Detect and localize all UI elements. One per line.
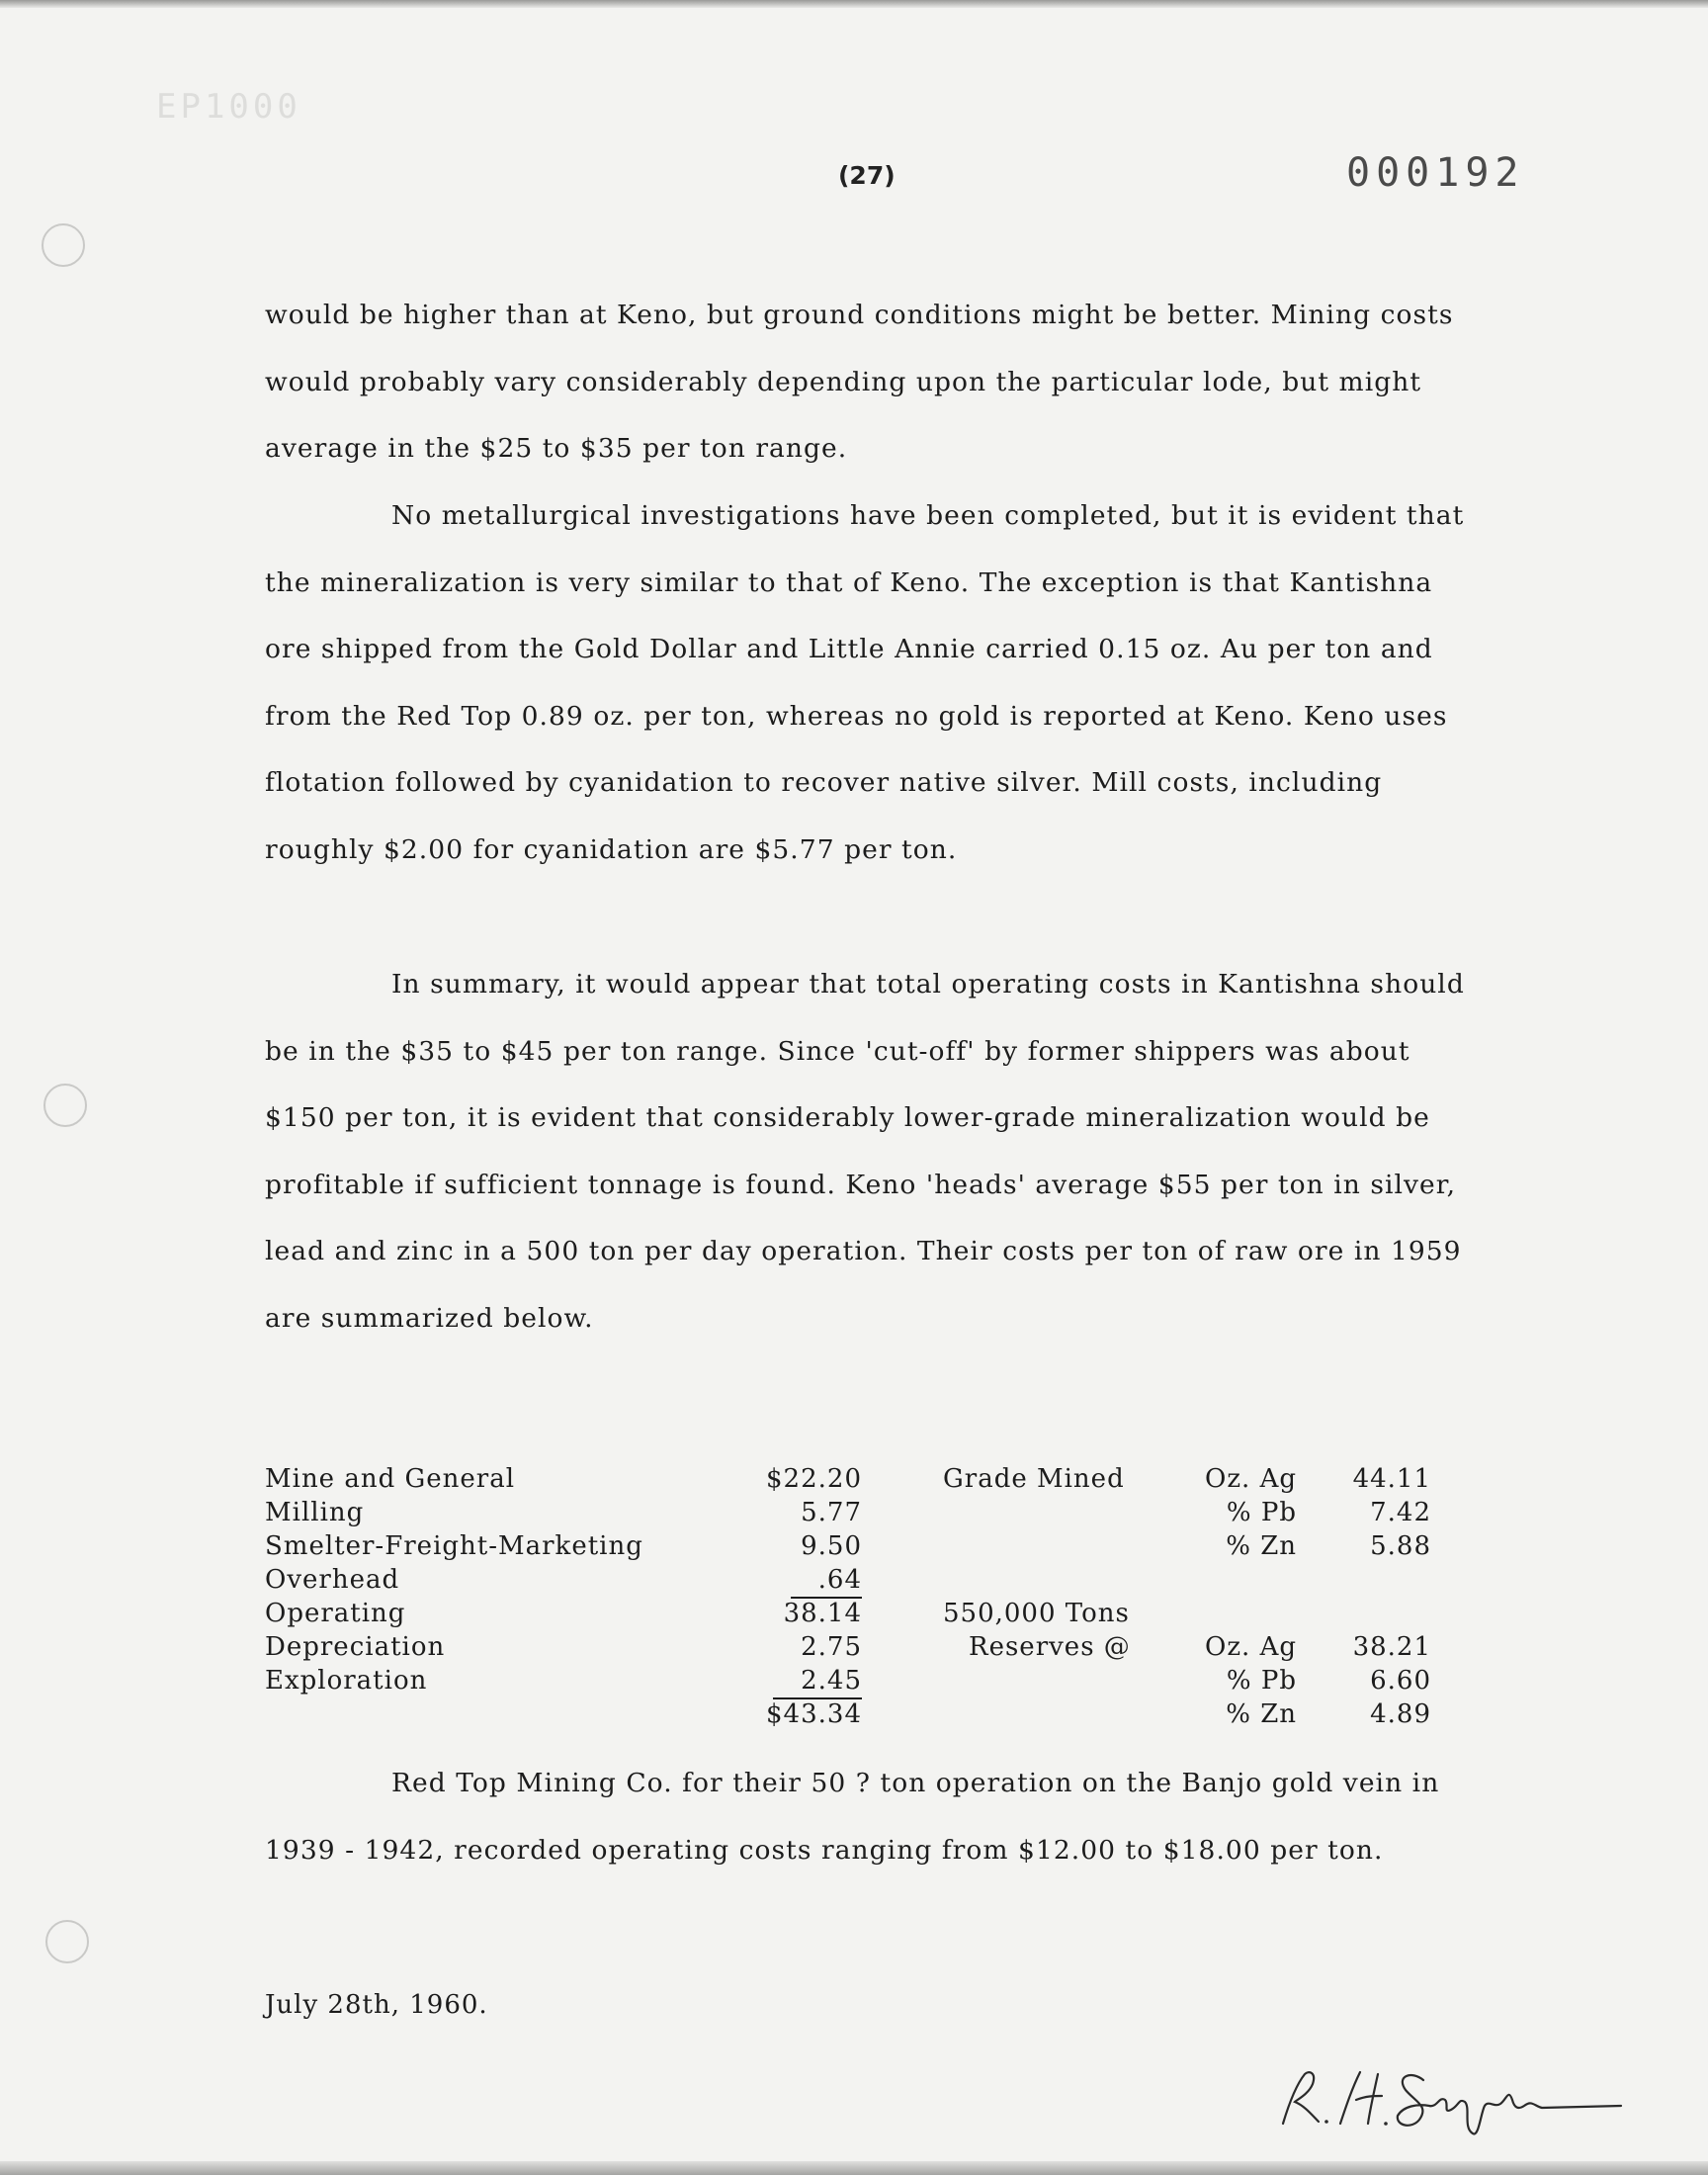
grade-value: 44.11 xyxy=(1352,1464,1431,1494)
page-top-edge xyxy=(0,0,1708,8)
grade-unit: % Pb xyxy=(1226,1498,1297,1527)
grade-unit: % Zn xyxy=(1226,1531,1297,1561)
grade-value: 6.60 xyxy=(1370,1666,1431,1696)
date-line: July 28th, 1960. xyxy=(265,1990,488,2020)
body-paragraph: Red Top Mining Co. for their 50 ? ton operation on the Banjo gold vein in 1939 - 1942, recorded operating costs ranging from $12.00 to $18.00 per ton. xyxy=(265,1768,1440,1866)
grade-unit: % Pb xyxy=(1226,1666,1297,1696)
costs-table xyxy=(265,1462,1451,1739)
grade-value: 38.21 xyxy=(1352,1632,1431,1662)
page-number: (27) xyxy=(838,161,896,190)
table-row xyxy=(265,1664,1451,1697)
table-row xyxy=(265,1563,1451,1597)
grade-unit: Oz. Ag xyxy=(1205,1464,1297,1494)
table-row xyxy=(265,1496,1451,1529)
cost-label: Overhead xyxy=(265,1565,400,1595)
cost-amount: 2.75 xyxy=(801,1632,862,1662)
grade-unit: Oz. Ag xyxy=(1205,1632,1297,1662)
cost-label: Mine and General xyxy=(265,1464,516,1494)
cost-amount: 38.14 xyxy=(783,1599,862,1628)
grade-value: 5.88 xyxy=(1370,1531,1431,1561)
body-paragraph: would be higher than at Keno, but ground conditions might be better. Mining costs would probably vary considerably depending upon the particular lode, but might average in the $25 to $35 per ton range. xyxy=(265,300,1454,464)
cost-amount-subtotal-line: .64 xyxy=(791,1563,862,1599)
body-paragraph: In summary, it would appear that total operating costs in Kantishna should be in the $35 to $45 per ton range. Since 'cut-off' by former shippers was about $150 per ton, it is evident that considerably lower-grade mineralization would be profitable if sufficient tonnage is found. Keno 'heads' average $55 per ton in silver, lead and zinc in a 500 ton per day operation. Their costs per ton of raw ore in 1959 are summarized below. xyxy=(265,969,1465,1334)
handwritten-signature xyxy=(1275,2044,1631,2143)
cost-label: Smelter-Freight-Marketing xyxy=(265,1531,643,1561)
table-row xyxy=(265,1630,1451,1664)
cost-total: $43.34 xyxy=(766,1699,862,1729)
cost-label: Operating xyxy=(265,1599,406,1628)
body-paragraph: No metallurgical investigations have been completed, but it is evident that the mineralization is very similar to that of Keno. The exception is that Kantishna ore shipped from the Gold Dollar and Little Annie carried 0.15 oz. Au per ton and from the Red Top 0.89 oz. per ton, whereas no gold is reported at Keno. Keno uses flotation followed by cyanidation to recover native silver. Mill costs, including roughly $2.00 for cyanidation are $5.77 per ton. xyxy=(265,500,1465,865)
cost-amount: 9.50 xyxy=(801,1531,862,1561)
punch-hole-mark xyxy=(42,223,85,267)
grade-label: Reserves @ xyxy=(969,1632,1131,1662)
table-row xyxy=(265,1597,1451,1630)
page-bottom-edge xyxy=(0,2161,1708,2175)
grade-label: 550,000 Tons xyxy=(943,1599,1130,1628)
cost-amount: 5.77 xyxy=(801,1498,862,1527)
punch-hole-mark xyxy=(43,1084,87,1127)
table-row xyxy=(265,1529,1451,1563)
cost-label: Exploration xyxy=(265,1666,428,1696)
document-id: 000192 xyxy=(1346,150,1525,196)
grade-value: 4.89 xyxy=(1370,1699,1431,1729)
grade-unit: % Zn xyxy=(1226,1699,1297,1729)
grade-label: Grade Mined xyxy=(943,1464,1125,1494)
table-row xyxy=(265,1462,1451,1496)
cost-label: Depreciation xyxy=(265,1632,446,1662)
table-row xyxy=(265,1697,1451,1731)
punch-hole-mark xyxy=(45,1920,89,1963)
cost-amount: $22.20 xyxy=(766,1464,862,1494)
cost-amount-subtotal-line: 2.45 xyxy=(773,1664,862,1699)
faint-stamp: EP1000 xyxy=(156,87,301,127)
grade-value: 7.42 xyxy=(1370,1498,1431,1527)
cost-label: Milling xyxy=(265,1498,365,1527)
